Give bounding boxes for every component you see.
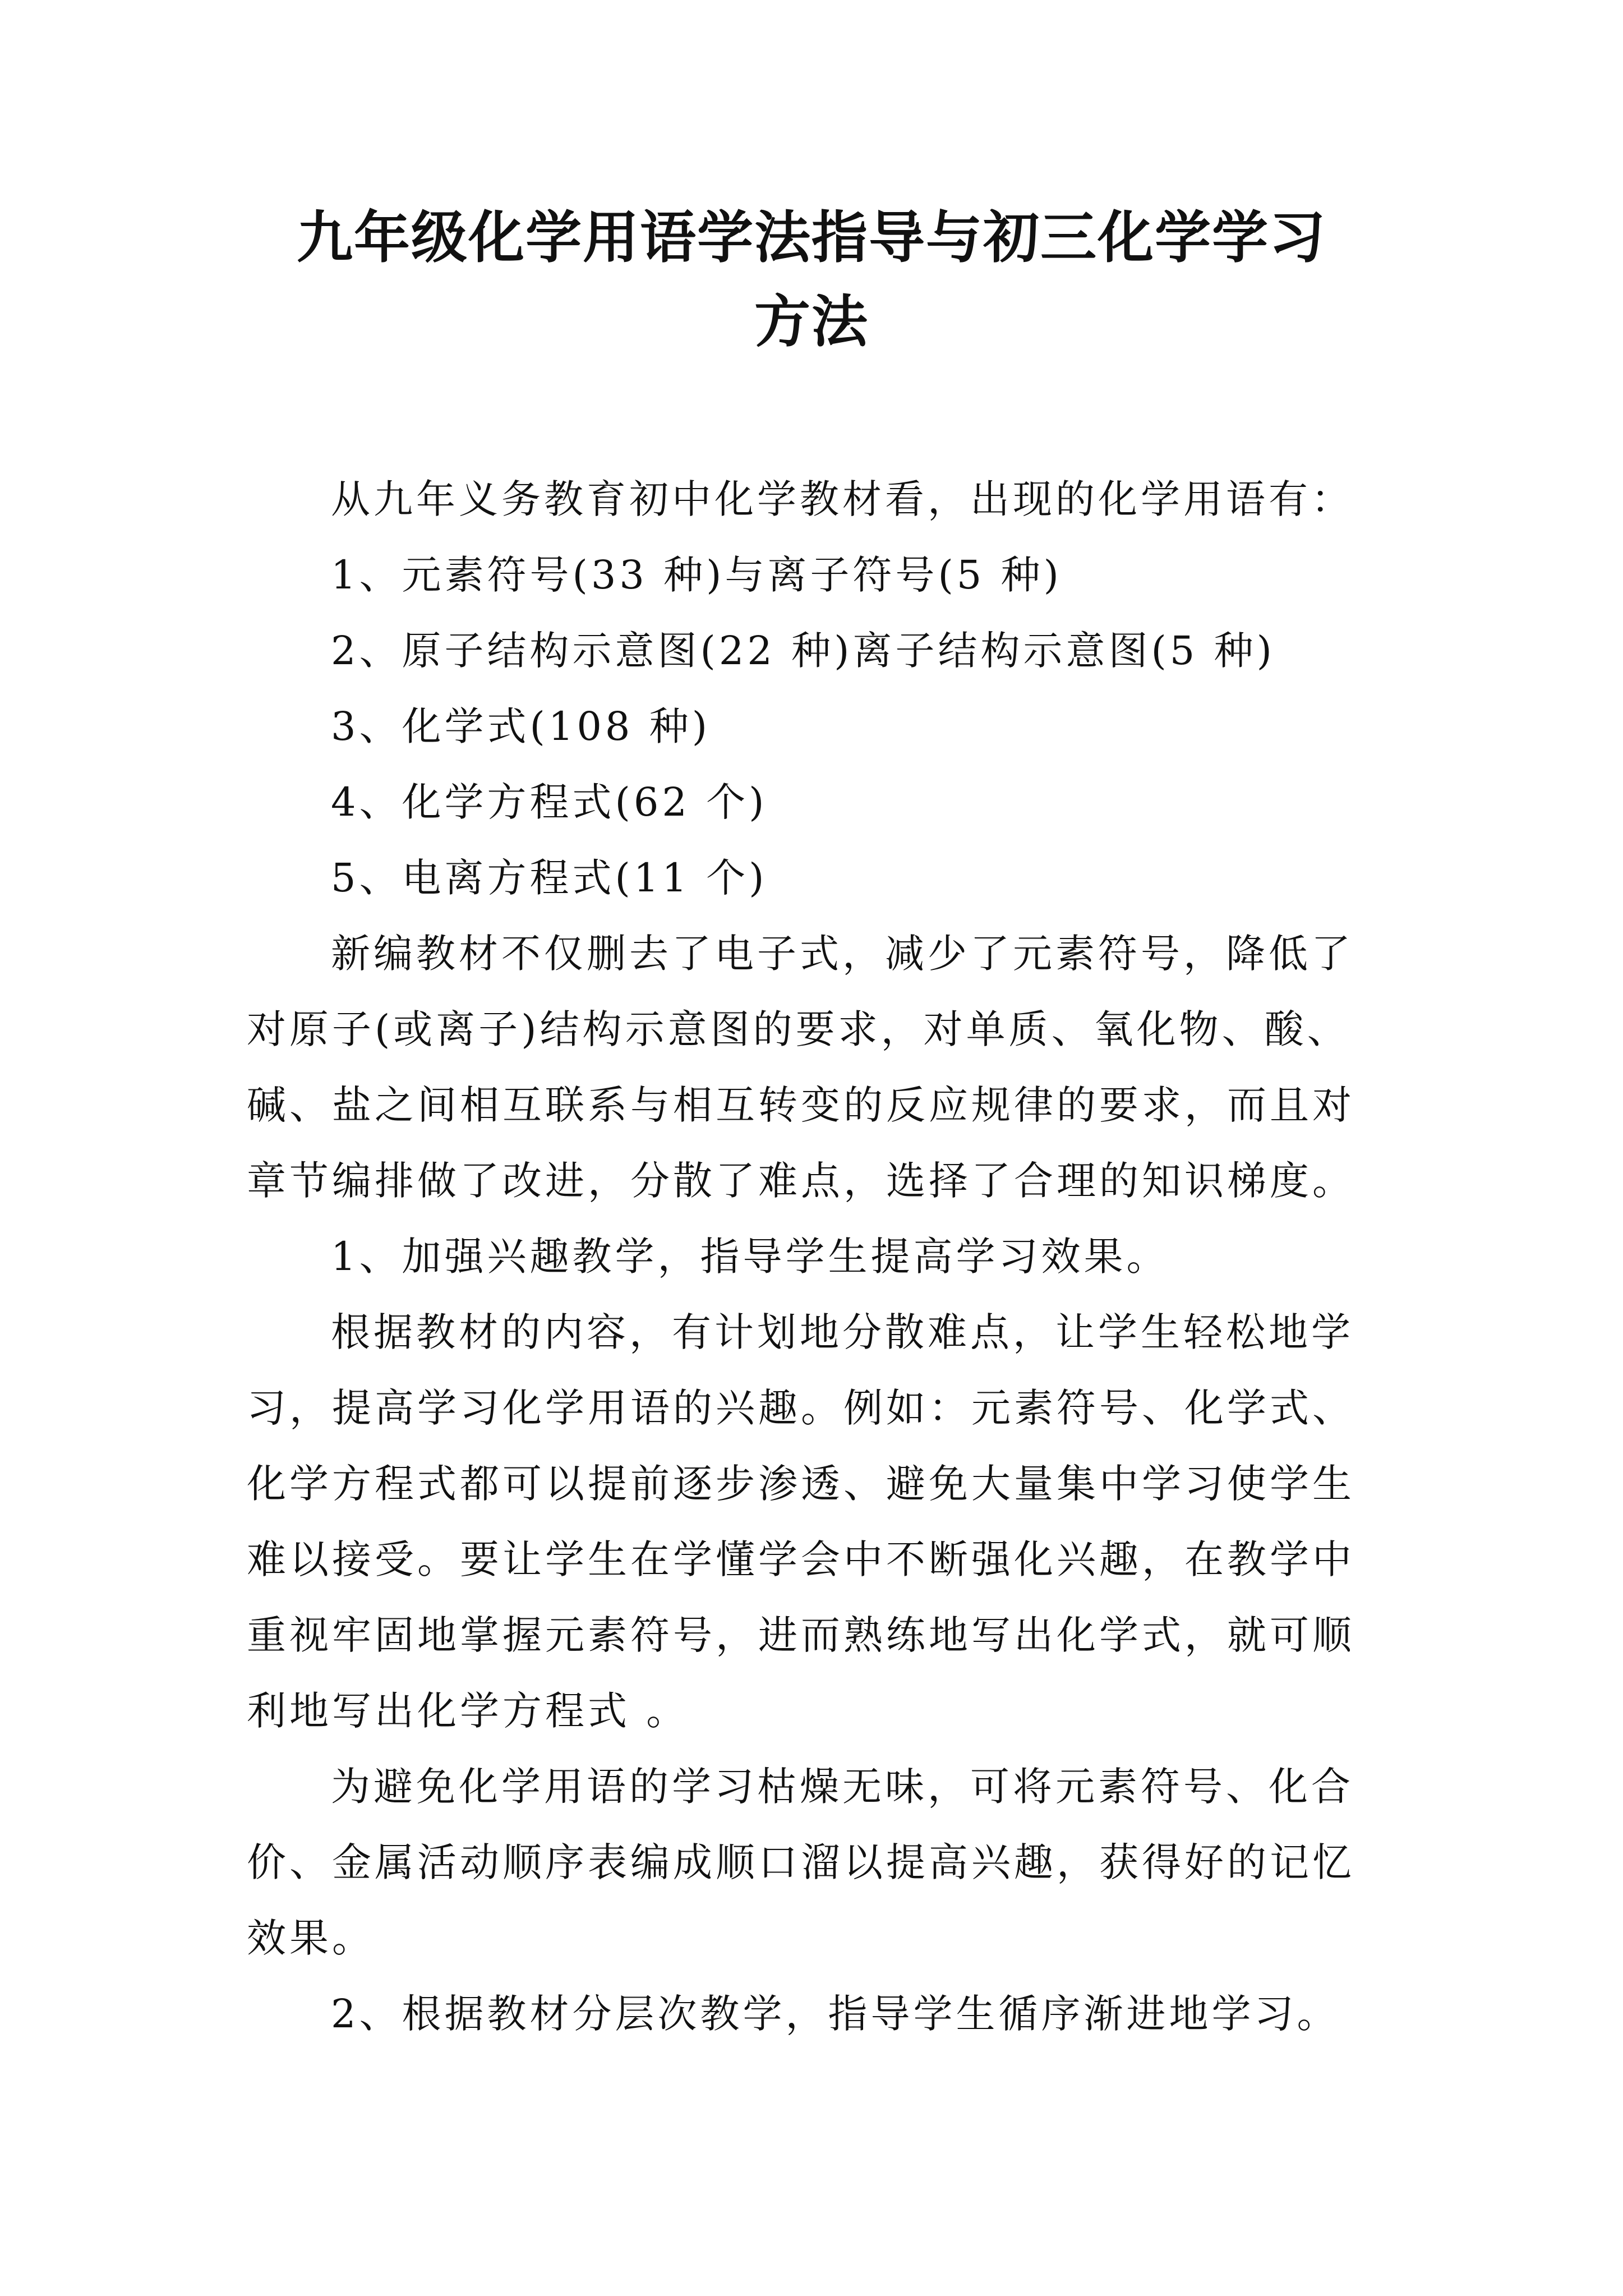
paragraph-line: 习，提高学习化学用语的兴趣。例如：元素符号、化学式、 xyxy=(247,1385,1355,1431)
paragraph-line: 利地写出化学方程式 。 xyxy=(247,1688,689,1734)
paragraph-line: 对原子(或离子)结构示意图的要求，对单质、氧化物、酸、 xyxy=(247,1006,1350,1052)
paragraph-line: 为避免化学用语的学习枯燥无味，可将元素符号、化合 xyxy=(331,1764,1354,1810)
list-item: 1、元素符号(33 种)与离子符号(5 种) xyxy=(331,552,1062,598)
paragraph-line: 化学方程式都可以提前逐步渗透、避免大量集中学习使学生 xyxy=(247,1461,1355,1507)
list-item: 4、化学方程式(62 个) xyxy=(331,779,768,825)
paragraph-line: 价、金属活动顺序表编成顺口溜以提高兴趣，获得好的记忆 xyxy=(247,1839,1355,1885)
paragraph-line: 根据教材的内容，有计划地分散难点，让学生轻松地学 xyxy=(331,1309,1354,1355)
paragraph-line: 碱、盐之间相互联系与相互转变的反应规律的要求，而且对 xyxy=(247,1082,1355,1128)
list-item: 2、原子结构示意图(22 种)离子结构示意图(5 种) xyxy=(331,628,1275,674)
paragraph-line: 难以接受。要让学生在学懂学会中不断强化兴趣，在教学中 xyxy=(247,1536,1355,1582)
section-heading: 2、根据教材分层次教学，指导学生循序渐进地学习。 xyxy=(331,1991,1340,2037)
list-item: 3、化学式(108 种) xyxy=(331,703,711,749)
section-heading: 1、加强兴趣教学，指导学生提高学习效果。 xyxy=(331,1234,1169,1280)
paragraph-line: 重视牢固地掌握元素符号，进而熟练地写出化学式，就可顺 xyxy=(247,1612,1355,1658)
paragraph-line: 从九年义务教育初中化学教材看，出现的化学用语有： xyxy=(331,476,1354,522)
paragraph-line: 章节编排做了改进，分散了难点，选择了合理的知识梯度。 xyxy=(247,1158,1355,1204)
document-title-line-1: 九年级化学用语学法指导与初三化学学习 xyxy=(297,205,1326,270)
list-item: 5、电离方程式(11 个) xyxy=(331,855,768,901)
paragraph-line: 新编教材不仅删去了电子式，减少了元素符号，降低了 xyxy=(331,931,1354,977)
document-title-line-2: 方法 xyxy=(754,289,869,355)
paragraph-line: 效果。 xyxy=(247,1915,375,1961)
